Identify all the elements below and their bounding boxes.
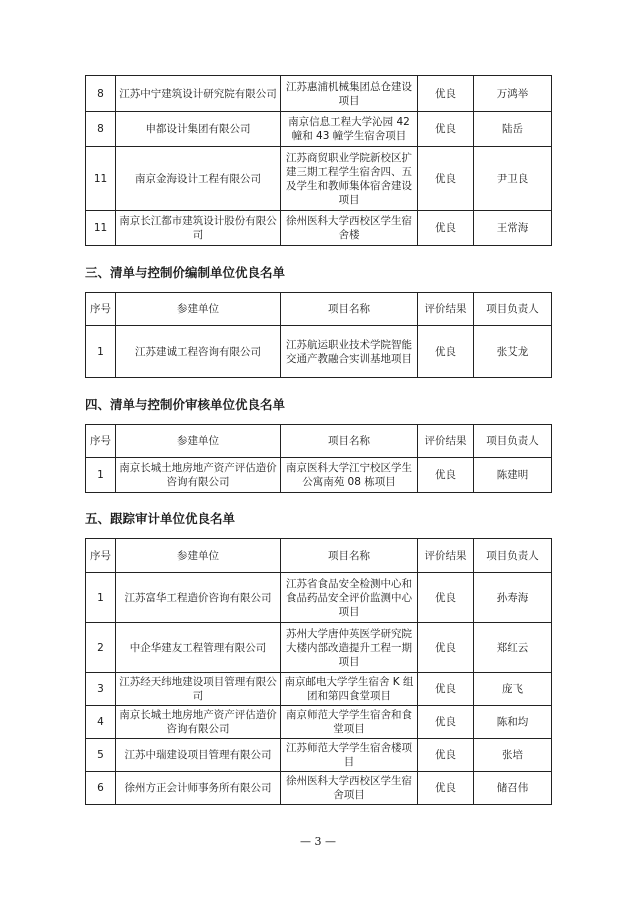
cell-result: 优良 [418,623,474,673]
header-unit: 参建单位 [116,425,281,458]
cell-leader: 庞飞 [474,673,552,706]
section-4-title: 四、清单与控制价审核单位优良名单 [85,397,286,412]
table-row [86,211,552,246]
table-header-row [86,539,552,573]
table-row [86,772,552,805]
table-row [86,706,552,739]
cell-unit: 江苏富华工程造价咨询有限公司 [116,573,281,623]
cell-project: 南京师范大学学生宿舍和食堂项目 [281,706,418,739]
cell-project: 江苏省食品安全检测中心和食品药品安全评价监测中心项目 [281,573,418,623]
cell-no: 2 [86,623,116,673]
cell-result: 优良 [418,76,474,112]
cell-result: 优良 [418,739,474,772]
section-5-title: 五、跟踪审计单位优良名单 [85,511,236,526]
cell-leader: 尹卫良 [474,147,552,211]
cell-result: 优良 [418,706,474,739]
table-row [86,739,552,772]
cell-no: 1 [86,458,116,493]
cell-project: 徐州医科大学西校区学生宿舍项目 [281,772,418,805]
cell-project: 南京邮电大学学生宿舍 K 组团和第四食堂项目 [281,673,418,706]
cell-project: 江苏商贸职业学院新校区扩建三期工程学生宿舍四、五及学生和教师集体宿舍建设项目 [281,147,418,211]
list-compilation-table [85,292,552,378]
cell-no: 11 [86,147,116,211]
cell-unit: 江苏建诚工程咨询有限公司 [116,326,281,378]
cell-unit: 江苏中瑞建设项目管理有限公司 [116,739,281,772]
cell-project: 徐州医科大学西校区学生宿舍楼 [281,211,418,246]
header-result: 评价结果 [418,425,474,458]
tracking-audit-table [85,538,552,805]
cell-leader: 郑红云 [474,623,552,673]
page-number: — 3 — [300,835,336,848]
cell-unit: 徐州方正会计师事务所有限公司 [116,772,281,805]
header-unit: 参建单位 [116,539,281,573]
cell-unit: 江苏中宁建筑设计研究院有限公司 [116,76,281,112]
cell-result: 优良 [418,112,474,147]
cell-leader: 陆岳 [474,112,552,147]
header-no: 序号 [86,425,116,458]
cell-leader: 张培 [474,739,552,772]
table-header-row [86,293,552,326]
table-row [86,326,552,378]
cell-unit: 南京长江都市建筑设计股份有限公司 [116,211,281,246]
cell-no: 5 [86,739,116,772]
header-project: 项目名称 [281,425,418,458]
cell-project: 苏州大学唐仲英医学研究院大楼内部改造提升工程一期项目 [281,623,418,673]
header-leader: 项目负责人 [474,293,552,326]
design-units-table [85,75,552,246]
cell-result: 优良 [418,458,474,493]
table-header-row [86,425,552,458]
cell-no: 1 [86,326,116,378]
cell-leader: 陈和均 [474,706,552,739]
cell-project: 南京医科大学江宁校区学生公寓南苑 08 栋项目 [281,458,418,493]
cell-leader: 张艾龙 [474,326,552,378]
table-row [86,623,552,673]
cell-unit: 江苏经天纬地建设项目管理有限公司 [116,673,281,706]
table-row [86,147,552,211]
cell-result: 优良 [418,211,474,246]
cell-no: 6 [86,772,116,805]
cell-project: 江苏航运职业技术学院智能交通产教融合实训基地项目 [281,326,418,378]
cell-no: 1 [86,573,116,623]
cell-result: 优良 [418,772,474,805]
cell-unit: 申都设计集团有限公司 [116,112,281,147]
cell-unit: 中企华建友工程管理有限公司 [116,623,281,673]
table-row [86,76,552,112]
header-project: 项目名称 [281,293,418,326]
cell-leader: 孙寿海 [474,573,552,623]
header-result: 评价结果 [418,539,474,573]
header-result: 评价结果 [418,293,474,326]
header-unit: 参建单位 [116,293,281,326]
cell-unit: 南京金海设计工程有限公司 [116,147,281,211]
cell-no: 3 [86,673,116,706]
cell-no: 11 [86,211,116,246]
cell-result: 优良 [418,673,474,706]
header-leader: 项目负责人 [474,425,552,458]
header-no: 序号 [86,293,116,326]
cell-project: 江苏惠浦机械集团总仓建设项目 [281,76,418,112]
table-row [86,673,552,706]
cell-no: 4 [86,706,116,739]
cell-leader: 王常海 [474,211,552,246]
cell-leader: 万鸿举 [474,76,552,112]
table-row [86,112,552,147]
list-review-table [85,424,552,493]
cell-unit: 南京长城土地房地产资产评估造价咨询有限公司 [116,458,281,493]
cell-no: 8 [86,112,116,147]
header-leader: 项目负责人 [474,539,552,573]
cell-project: 江苏师范大学学生宿舍楼项目 [281,739,418,772]
cell-no: 8 [86,76,116,112]
cell-unit: 南京长城土地房地产资产评估造价咨询有限公司 [116,706,281,739]
table-row [86,458,552,493]
header-no: 序号 [86,539,116,573]
cell-result: 优良 [418,573,474,623]
cell-result: 优良 [418,326,474,378]
header-project: 项目名称 [281,539,418,573]
cell-result: 优良 [418,147,474,211]
cell-leader: 储召伟 [474,772,552,805]
table-row [86,573,552,623]
cell-leader: 陈建明 [474,458,552,493]
section-3-title: 三、清单与控制价编制单位优良名单 [85,265,286,280]
cell-project: 南京信息工程大学沁园 42 幢和 43 幢学生宿舍项目 [281,112,418,147]
